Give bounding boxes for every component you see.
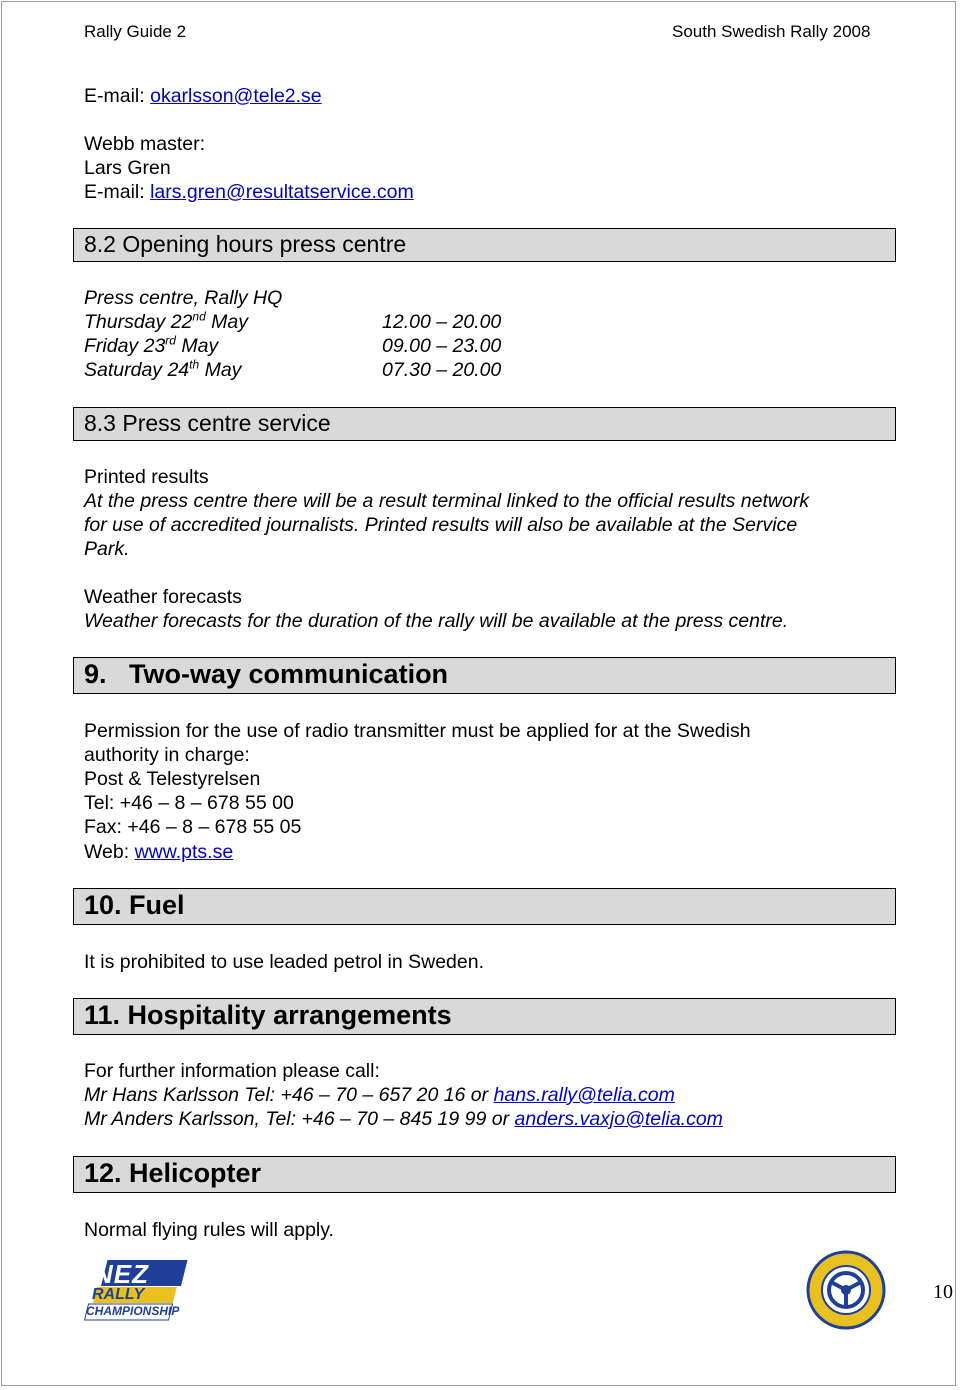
webmaster-name: Lars Gren xyxy=(84,157,171,179)
hospitality-contact-2 xyxy=(84,1107,723,1131)
printed-results-text: for use of accredited journalists. Printed results will also be available at the Service xyxy=(84,514,798,536)
printed-results-text: At the press centre there will be a result terminal linked to the official results network xyxy=(84,490,810,512)
page-number: 10 xyxy=(933,1281,953,1303)
email-link-anders[interactable]: anders.vaxjo@telia.com xyxy=(514,1108,723,1130)
email-line-1 xyxy=(84,84,322,108)
press-centre-title: Press centre, Rally HQ xyxy=(84,287,283,309)
section-heading-8-3 xyxy=(73,407,896,441)
hours-day-suffix: rd xyxy=(165,333,176,348)
email-label: E-mail: xyxy=(84,85,151,107)
hours-row xyxy=(84,358,684,382)
logo-nez-text: NEZ xyxy=(94,1259,149,1289)
section-heading-text: 8.3 Press centre service xyxy=(84,410,331,436)
weather-title: Weather forecasts xyxy=(84,586,242,608)
email-link-hans[interactable]: hans.rally@telia.com xyxy=(493,1084,675,1106)
section-heading-12 xyxy=(73,1156,896,1193)
web-label: Web: xyxy=(84,841,135,863)
hours-month: May xyxy=(175,335,219,357)
email-link-okarlsson[interactable]: okarlsson@tele2.se xyxy=(150,85,322,107)
email-line-2 xyxy=(84,180,414,204)
section-heading-text: 8.2 Opening hours press centre xyxy=(84,231,407,257)
hours-time: 12.00 – 20.00 xyxy=(382,311,502,333)
contact-text: Mr Hans Karlsson Tel: +46 – 70 – 657 20 16 or xyxy=(84,1084,494,1106)
section-heading-9 xyxy=(73,657,896,694)
hospitality-contact-1 xyxy=(84,1083,675,1107)
logo-championship-text: CHAMPIONSHIP xyxy=(86,1304,180,1318)
hours-row xyxy=(84,310,684,334)
hours-row xyxy=(84,334,684,358)
sbf-seal-graphic xyxy=(806,1250,886,1330)
webmaster-label: Webb master: xyxy=(84,133,206,155)
hours-month: May xyxy=(199,359,242,381)
comm-authority: Post & Telestyrelsen xyxy=(84,768,261,790)
web-link-pts[interactable]: www.pts.se xyxy=(134,841,234,863)
comm-web xyxy=(84,840,233,864)
nez-rally-logo xyxy=(84,1258,194,1326)
section-heading-8-2 xyxy=(73,228,896,262)
sbf-seal-logo xyxy=(806,1250,886,1330)
hours-day: Saturday 24 xyxy=(84,359,190,381)
header-right: South Swedish Rally 2008 xyxy=(672,22,871,41)
hours-month: May xyxy=(205,311,249,333)
comm-tel: Tel: +46 – 8 – 678 55 00 xyxy=(84,792,294,814)
section-heading-text: 9. Two-way communication xyxy=(84,659,449,689)
hospitality-intro: For further information please call: xyxy=(84,1060,380,1082)
hours-time: 07.30 – 20.00 xyxy=(382,359,502,381)
header-left: Rally Guide 2 xyxy=(84,22,187,41)
printed-results-title: Printed results xyxy=(84,466,209,488)
hours-day-suffix: nd xyxy=(192,309,206,324)
hours-day: Thursday 22 xyxy=(84,311,193,333)
hours-time: 09.00 – 23.00 xyxy=(382,335,502,357)
email-link-lars-gren[interactable]: lars.gren@resultatservice.com xyxy=(150,181,414,203)
comm-fax: Fax: +46 – 8 – 678 55 05 xyxy=(84,816,302,838)
logo-rally-text: RALLY xyxy=(92,1286,145,1303)
comm-text: Permission for the use of radio transmitter must be applied for at the Swedish xyxy=(84,720,751,742)
contact-text: Mr Anders Karlsson, Tel: +46 – 70 – 845 19 99 or xyxy=(84,1108,515,1130)
section-heading-11 xyxy=(73,998,896,1035)
section-heading-10 xyxy=(73,888,896,925)
hours-day-suffix: th xyxy=(189,357,200,372)
comm-text: authority in charge: xyxy=(84,744,250,766)
section-heading-text: 11. Hospitality arrangements xyxy=(84,1000,452,1030)
helicopter-text: Normal flying rules will apply. xyxy=(84,1219,334,1241)
weather-text: Weather forecasts for the duration of the rally will be available at the press centre. xyxy=(84,610,789,632)
hours-day: Friday 23 xyxy=(84,335,166,357)
section-heading-text: 12. Helicopter xyxy=(84,1158,262,1188)
fuel-text: It is prohibited to use leaded petrol in Sweden. xyxy=(84,951,485,973)
email-label: E-mail: xyxy=(84,181,151,203)
section-heading-text: 10. Fuel xyxy=(84,890,185,920)
printed-results-text: Park. xyxy=(84,538,130,560)
